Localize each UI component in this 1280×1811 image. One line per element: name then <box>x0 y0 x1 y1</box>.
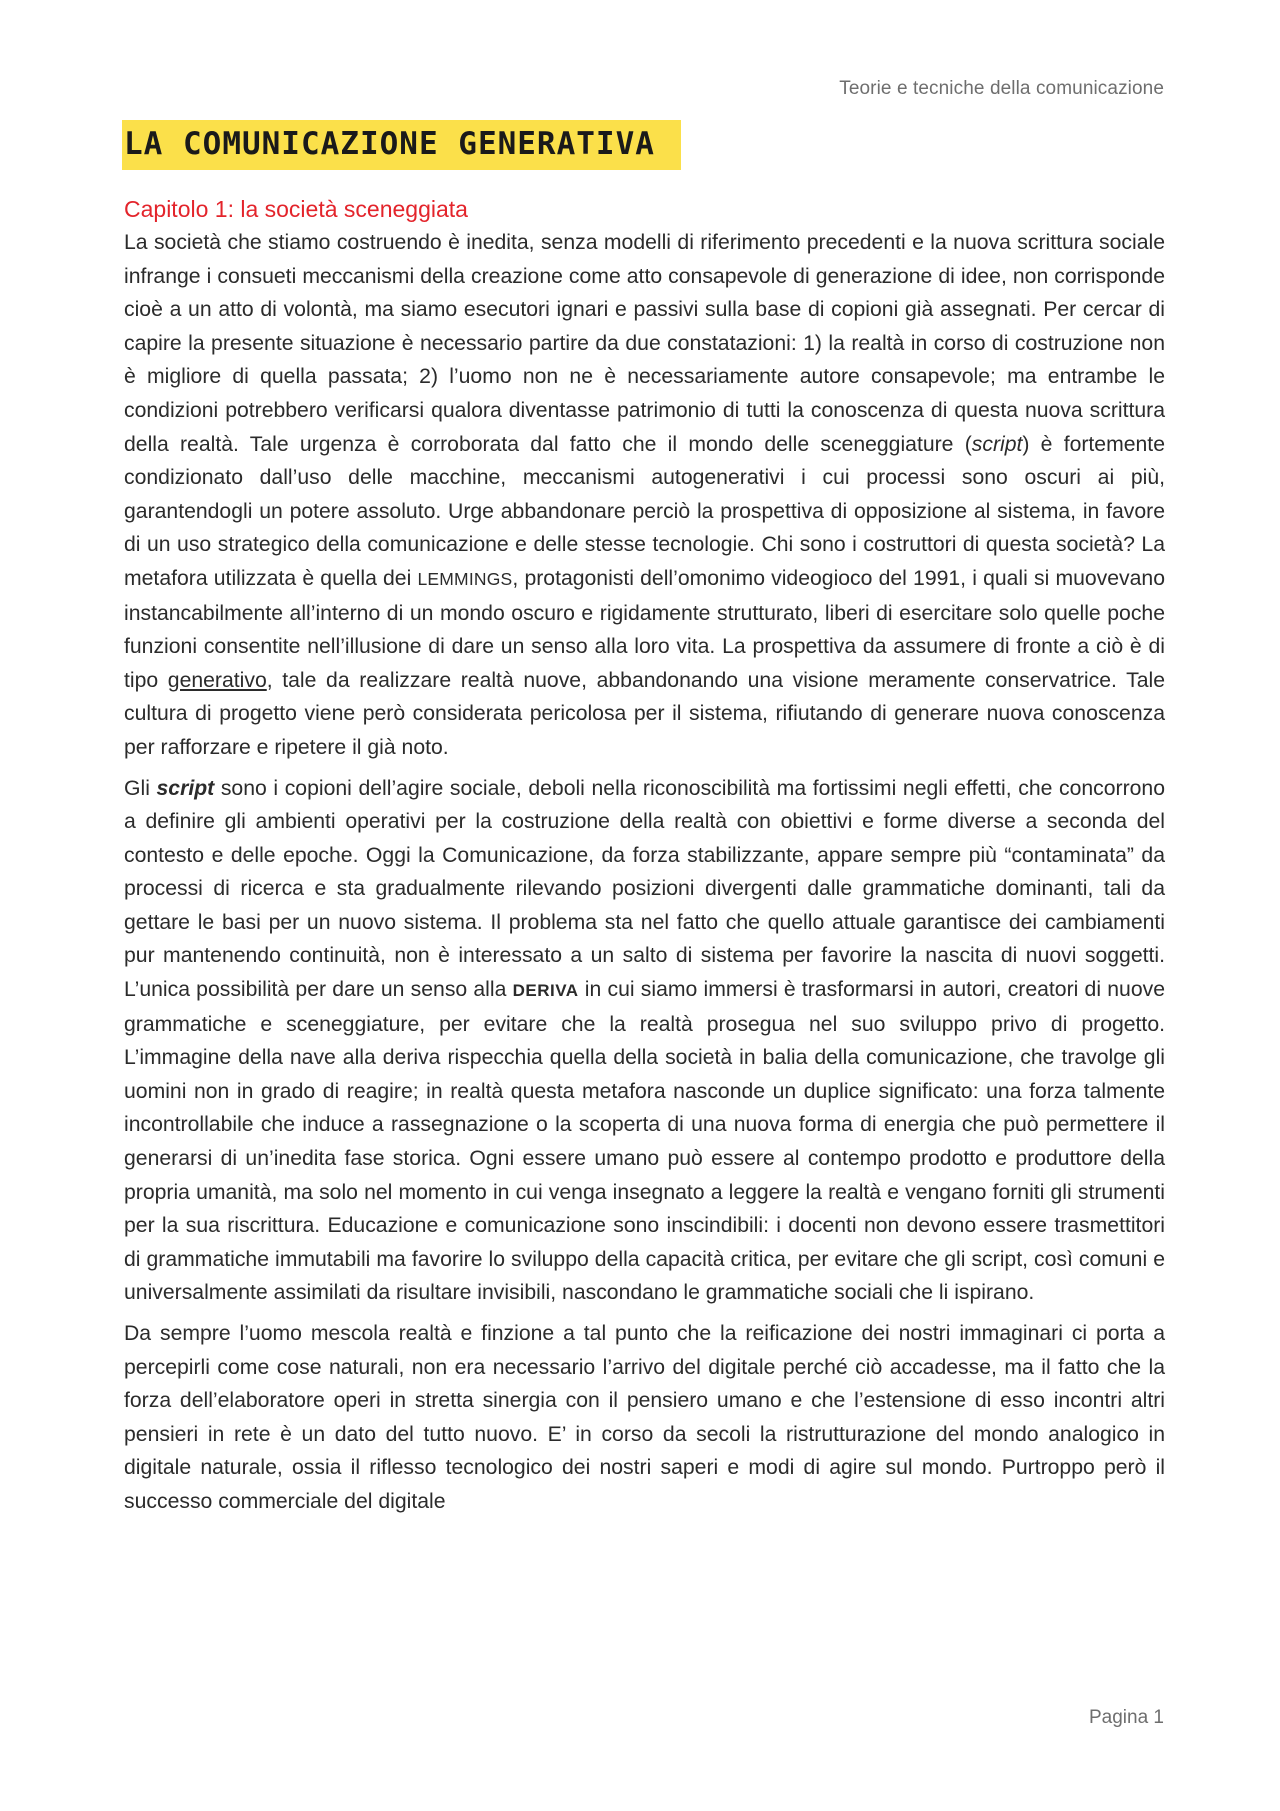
p1-text-c: , protagonisti dell’omonimo videogioco del 1991, i quali si muovevano instancabilmente all’interno di un mondo oscuro e rigidamente strutturato, liberi di esercitare solo quelle poche funzioni consentite nell’illusione di dare un senso alla loro vita. La prospettiva da assumere di fronte a ciò è di tipo <box>124 566 1165 692</box>
chapter-heading: Capitolo 1: la società sceneggiata <box>124 196 468 222</box>
p1-text-d: , tale da realizzare realtà nuove, abbandonando una visione meramente conservatrice. Tale cultura di progetto viene però considerata pericolosa per il sistema, rifiutando di generare nuova conoscenza per rafforzare e ripetere il già noto. <box>124 668 1165 759</box>
page-number: Pagina 1 <box>1088 1707 1164 1728</box>
paragraph-3: Da sempre l’uomo mescola realtà e finzione a tal punto che la reificazione dei nostri immaginari ci porta a percepirli come cose naturali, non era necessario l’arrivo del digitale perché ciò accadesse, ma il fatto che la forza dell’elaboratore operi in stretta sinergia con il pensiero umano e che l’estensione di esso incontri altri pensieri in rete è un dato del tutto nuovo. E’ in corso da secoli la ristrutturazione del mondo analogico in digitale naturale, ossia il riflesso tecnologico dei nostri saperi e modi di agire sul mondo. Purtroppo però il successo commerciale del digitale <box>124 1322 1165 1513</box>
p1-generativo-term: generativo <box>167 668 267 692</box>
p1-text-b: ) è fortemente condizionato dall’uso delle macchine, meccanismi autogenerativi i cui processi sono oscuri ai più, garantendogli un potere assoluto. Urge abbandonare perciò la prospettiva di opposizione al sistema, in favore di un uso strategico della comunicazione e delle stesse tecnologie. Chi sono i costruttori di questa società? La metafora utilizzata è quella dei <box>124 432 1165 590</box>
document-title: LA COMUNICAZIONE GENERATIVA <box>122 120 681 170</box>
running-header: Teorie e tecniche della comunicazione <box>839 78 1164 99</box>
p2-text-a: Gli <box>124 776 157 800</box>
p1-text-a: La società che stiamo costruendo è inedita, senza modelli di riferimento precedenti e la nuova scrittura sociale infrange i consueti meccanismi della creazione come atto consapevole di generazione di idee, non corrisponde cioè a un atto di volontà, ma siamo esecutori ignari e passivi sulla base di copioni già assegnati. Per cercar di capire la presente situazione è necessario partire da due constatazioni: 1) la realtà in corso di costruzione non è migliore di quella passata; 2) l’uomo non ne è necessariamente autore consapevole; ma entrambe le condizioni potrebbero verificarsi qualora diventasse patrimonio di tutti la conoscenza di questa nuova scrittura della realtà. Tale urgenza è corroborata dal fatto che il mondo delle sceneggiature ( <box>124 231 1165 456</box>
p2-deriva-term: DERIVA <box>512 981 579 1001</box>
p2-text-c: in cui siamo immersi è trasformarsi in autori, creatori di nuove grammatiche e sceneggiature, per evitare che la realtà prosegua nel suo sviluppo privo di progetto. L’immagine della nave alla deriva rispecchia quella della società in balia della comunicazione, che travolge gli uomini non in grado di reagire; in realtà questa metafora nasconde un duplice significato: una forza talmente incontrollabile che induce a rassegnazione o la scoperta di una nuova forma di energia che può permettere il generarsi di un’inedita fase storica. Ogni essere umano può essere al contempo prodotto e produttore della propria umanità, ma solo nel momento in cui venga insegnato a leggere la realtà e vengano forniti gli strumenti per la sua riscrittura. Educazione e comunicazione sono inscindibili: i docenti non devono essere trasmettitori di grammatiche immutabili ma favorire lo sviluppo della capacità critica, per evitare che gli script, così comuni e universalmente assimilati da risultare invisibili, nascondano le grammatiche sociali che li ispirano. <box>124 978 1165 1305</box>
p2-script-term: script <box>156 776 215 800</box>
p1-lemmings-term: LEMMINGS <box>417 568 513 589</box>
p1-script-term: script <box>971 432 1023 456</box>
paragraph-1 <box>124 226 1165 765</box>
title-block <box>122 120 681 170</box>
p2-text-b: sono i copioni dell’agire sociale, deboli nella riconoscibilità ma fortissimi negli effetti, che concorrono a definire gli ambienti operativi per la costruzione della realtà con obiettivi e forme diverse a seconda del contesto e delle epoche. Oggi la Comunicazione, da forza stabilizzante, appare sempre più “contaminata” da processi di ricerca e sta gradualmente rilevando posizioni divergenti dalle grammatiche dominanti, tali da gettare le basi per un nuovo sistema. Il problema sta nel fatto che quello attuale garantisce dei cambiamenti pur mantenendo continuità, non è interessato a un salto di sistema per favorire la nascita di nuovi soggetti. L’unica possibilità per dare un senso alla <box>124 776 1166 1002</box>
document-body <box>124 196 1165 1526</box>
paragraph-2 <box>124 772 1165 1311</box>
